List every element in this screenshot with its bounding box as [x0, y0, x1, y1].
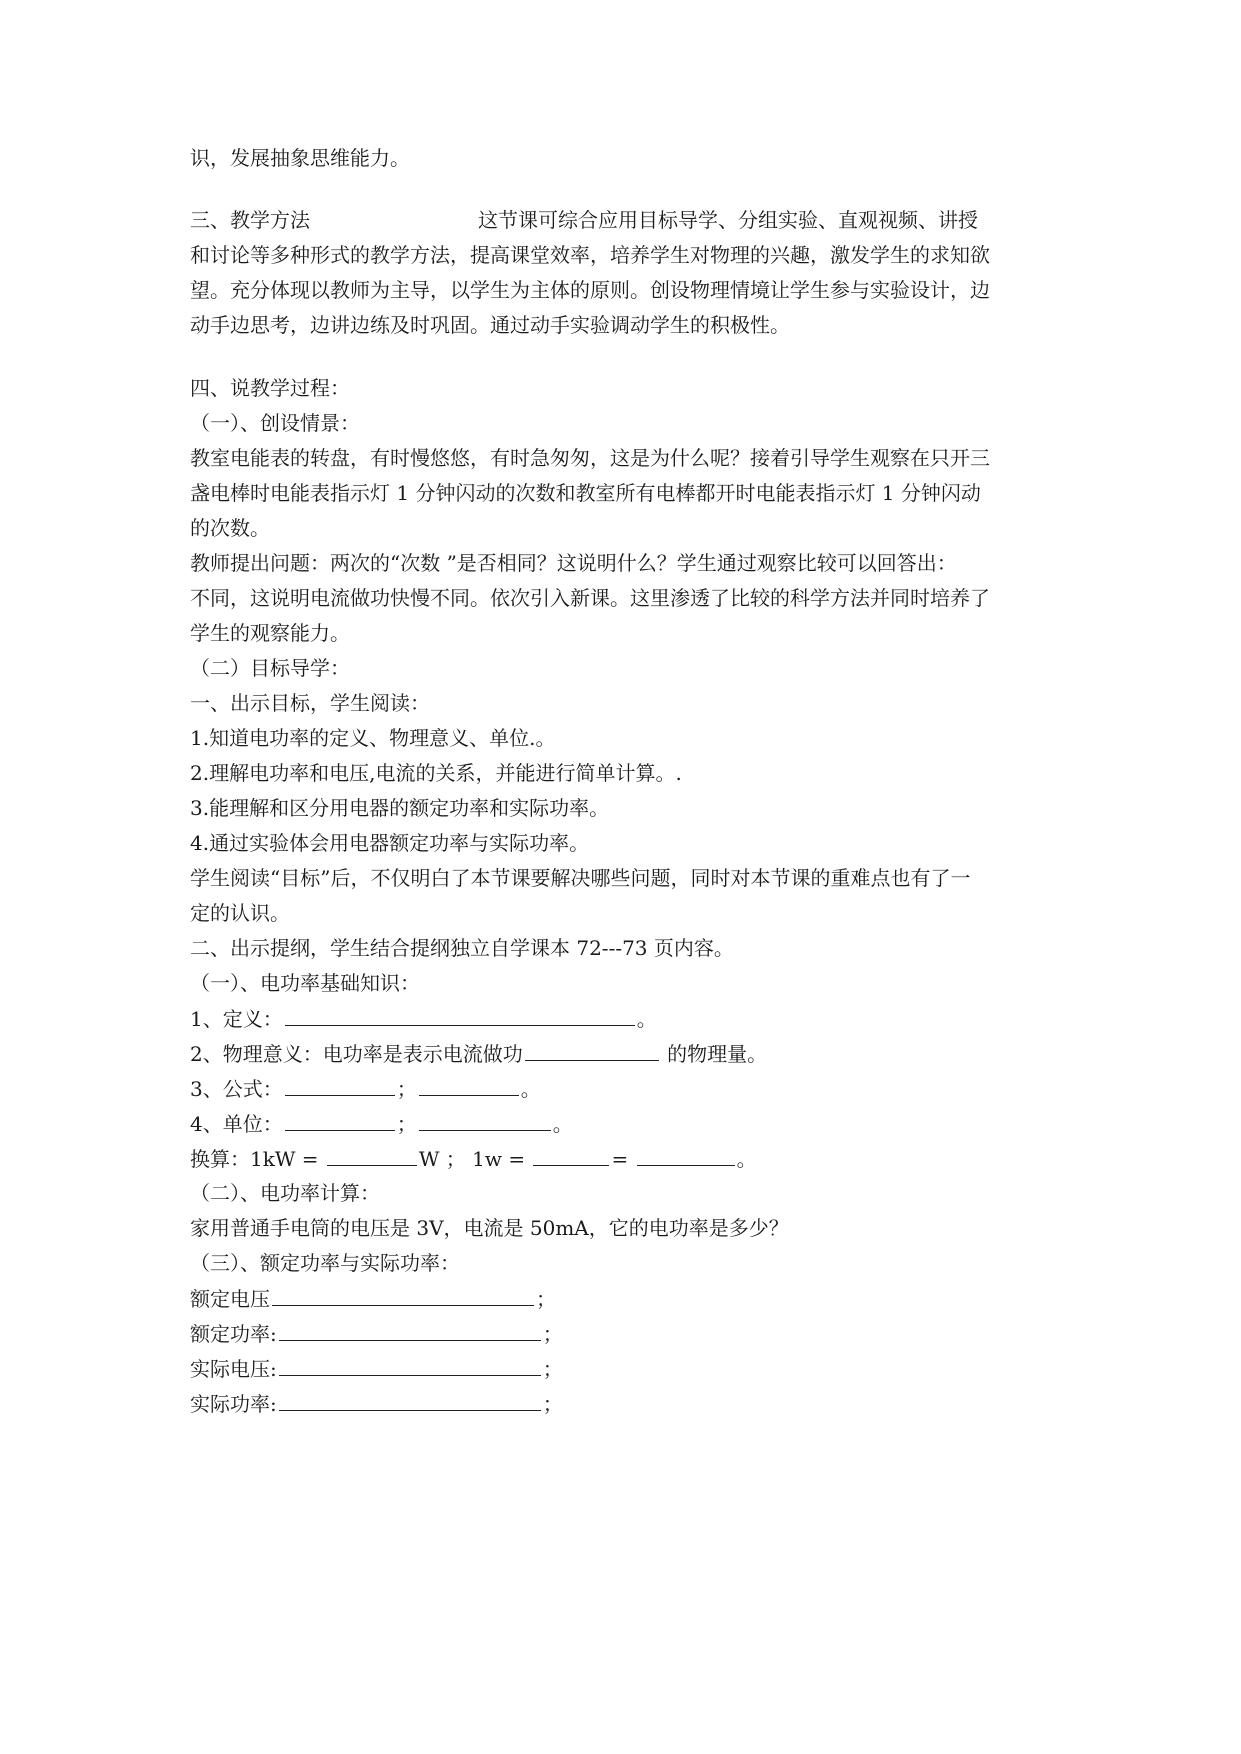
paragraph-line: 学生阅读“目标”后，不仅明白了本节课要解决哪些问题，同时对本节课的重难点也有了一: [190, 866, 971, 890]
paragraph-line: 的次数。: [190, 516, 270, 540]
paragraph-line: 家用普通手电筒的电压是 3V，电流是 50mA，它的电功率是多少？: [190, 1216, 789, 1240]
paragraph-line: 教师提出问题：两次的“次数 ”是否相同？这说明什么？学生通过观察比较可以回答出：: [190, 551, 957, 575]
list-item: 4.通过实验体会用电器额定功率与实际功率。: [190, 831, 590, 855]
answer-blank[interactable]: [419, 1075, 519, 1096]
paragraph-line: 不同，这说明电流做功快慢不同。依次引入新课。这里渗透了比较的科学方法并同时培养了: [190, 586, 990, 610]
subheading: （一）、电功率基础知识：: [190, 971, 420, 995]
paragraph-line: 盏电棒时电能表指示灯 1 分钟闪动的次数和教室所有电棒都开时电能表指示灯 1 分钟闪动: [190, 481, 981, 505]
section-heading-process: 四、说教学过程：: [190, 376, 350, 400]
answer-blank[interactable]: [419, 1110, 551, 1131]
fill-in-actual-power: 实际功率: ；: [190, 1392, 563, 1416]
answer-blank[interactable]: [285, 1005, 635, 1026]
paragraph-line: 望。充分体现以教师为主导，以学生为主体的原则。创设物理情境让学生参与实验设计，边: [190, 278, 990, 302]
list-item: 1.知道电功率的定义、物理意义、单位.。: [190, 726, 556, 750]
paragraph-line: 学生的观察能力。: [190, 621, 350, 645]
answer-blank[interactable]: [272, 1285, 534, 1306]
list-item: 3.能理解和区分用电器的额定功率和实际功率。: [190, 796, 610, 820]
answer-blank[interactable]: [279, 1320, 541, 1341]
fill-in-formula: 3、公式： ； 。: [190, 1077, 541, 1101]
answer-blank[interactable]: [285, 1110, 395, 1131]
subheading: （一）、创设情景：: [190, 411, 360, 435]
answer-blank[interactable]: [327, 1145, 417, 1166]
paragraph-line: 和讨论等多种形式的教学方法，提高课堂效率，培养学生对物理的兴趣，激发学生的求知欲: [190, 243, 990, 267]
fill-in-definition: 1、定义： 。: [190, 1007, 657, 1031]
answer-blank[interactable]: [279, 1355, 541, 1376]
fill-in-meaning: 2、物理意义：电功率是表示电流做功 的物理量。: [190, 1042, 768, 1066]
fill-in-unit: 4、单位： ； 。: [190, 1112, 573, 1136]
answer-blank[interactable]: [533, 1145, 609, 1166]
paragraph-line: 二、出示提纲，学生结合提纲独立自学课本 72---73 页内容。: [190, 936, 734, 960]
subheading: （三）、额定功率与实际功率：: [190, 1251, 460, 1275]
fill-in-rated-voltage: 额定电压 ；: [190, 1287, 556, 1311]
paragraph-line: 动手边思考，边讲边练及时巩固。通过动手实验调动学生的积极性。: [190, 313, 790, 337]
answer-blank[interactable]: [279, 1390, 541, 1411]
answer-blank[interactable]: [285, 1075, 395, 1096]
fill-in-actual-voltage: 实际电压: ；: [190, 1357, 563, 1381]
list-item: 2.理解电功率和电压,电流的关系，并能进行简单计算。.: [190, 761, 682, 785]
answer-blank[interactable]: [525, 1040, 659, 1061]
subheading: （二）目标导学：: [190, 656, 350, 680]
fill-in-rated-power: 额定功率: ；: [190, 1322, 563, 1346]
paragraph-line: 教室电能表的转盘，有时慢悠悠，有时急匆匆，这是为什么呢？接着引导学生观察在只开三: [190, 446, 990, 470]
paragraph-line: 识，发展抽象思维能力。: [190, 146, 410, 170]
paragraph-line: 一、出示目标，学生阅读：: [190, 691, 430, 715]
answer-blank[interactable]: [637, 1145, 735, 1166]
fill-in-conversion: 换算：1kW = W ； 1w = = 。: [190, 1147, 757, 1171]
section-heading-methods: 三、教学方法 这节课可综合应用目标导学、分组实验、直观视频、讲授: [190, 208, 978, 232]
subheading: （二）、电功率计算：: [190, 1181, 380, 1205]
paragraph-line: 定的认识。: [190, 901, 290, 925]
